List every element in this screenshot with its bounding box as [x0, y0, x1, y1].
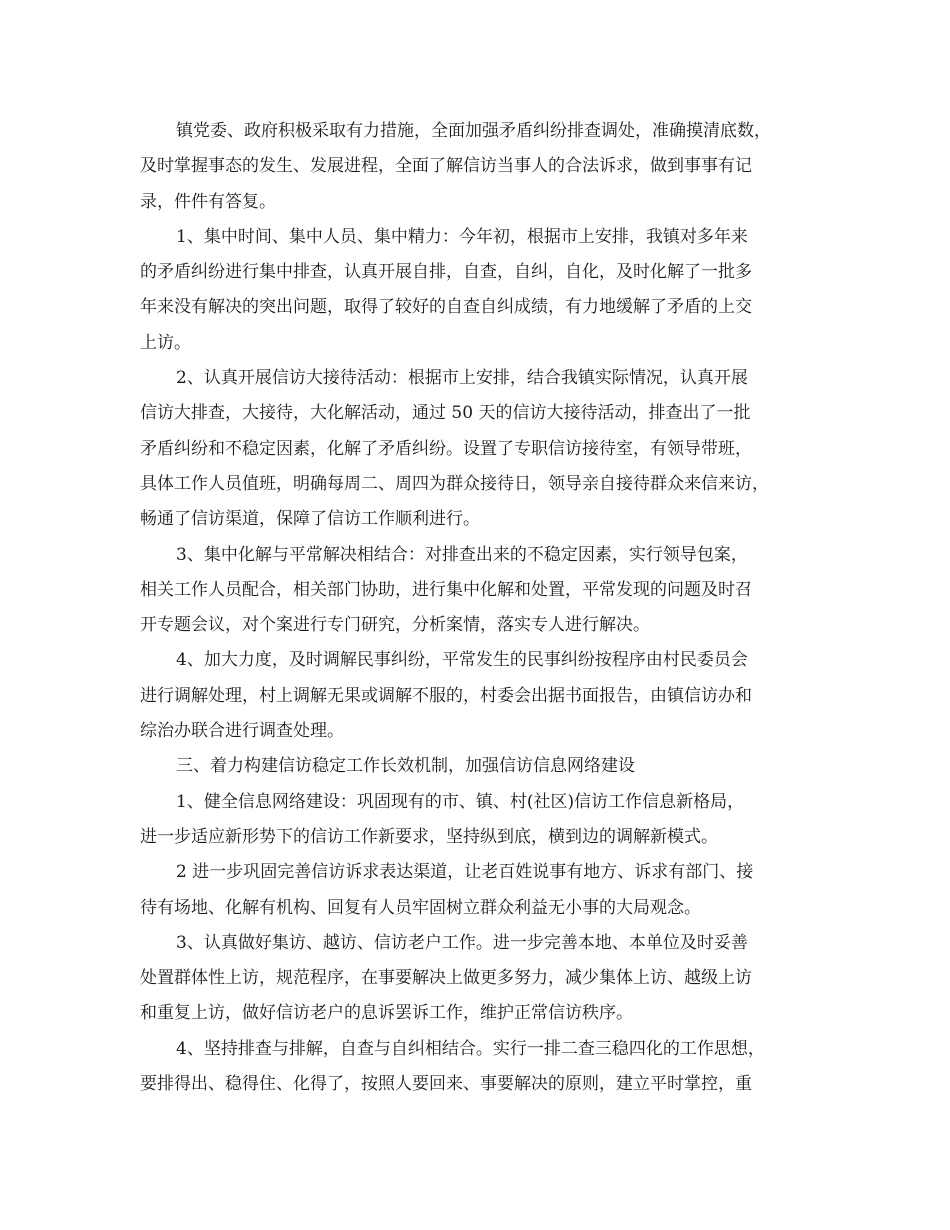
text-line: 1、集中时间、集中人员、集中精力：今年初，根据市上安排，我镇对多年来 [176, 226, 748, 247]
text-line: 畅通了信访渠道，保障了信访工作顺利进行。 [140, 509, 480, 530]
text-line: 年来没有解决的突出问题，取得了较好的自查自纠成绩，有力地缓解了矛盾的上交 [140, 297, 752, 318]
text-line: 1、健全信息网络建设：巩固现有的市、镇、村(社区)信访工作信息新格局， [176, 791, 745, 812]
text-line: 矛盾纠纷和不稳定因素，化解了矛盾纠纷。设置了专职信访接待室，有领导带班， [140, 438, 752, 459]
text-line: 和重复上访，做好信访老户的息诉罢诉工作，维护正常信访秩序。 [140, 1003, 633, 1024]
text-line: 2 进一步巩固完善信访诉求表达渠道，让老百姓说事有地方、诉求有部门、接 [176, 862, 754, 883]
text-line: 处置群体性上访，规范程序，在事要解决上做更多努力，减少集体上访、越级上访 [140, 968, 752, 989]
text-line: 相关工作人员配合，相关部门协助，进行集中化解和处置，平常发现的问题及时召 [140, 579, 752, 600]
text-line: 三、着力构建信访稳定工作长效机制，加强信访信息网络建设 [176, 756, 635, 777]
text-line: 3、集中化解与平常解决相结合：对排查出来的不稳定因素，实行领导包案， [176, 544, 748, 565]
text-line: 开专题会议，对个案进行专门研究，分析案情，落实专人进行解决。 [140, 615, 650, 636]
text-line: 3、认真做好集访、越访、信访老户工作。进一步完善本地、本单位及时妥善 [176, 932, 748, 953]
text-line: 进行调解处理，村上调解无果或调解不服的，村委会出据书面报告，由镇信访办和 [140, 685, 752, 706]
text-line: 4、坚持排查与排解，自查与自纠相结合。实行一排二查三稳四化的工作思想， [176, 1038, 765, 1059]
text-line: 2、认真开展信访大接待活动：根据市上安排，结合我镇实际情况，认真开展 [176, 368, 748, 389]
text-line: 要排得出、稳得住、化得了，按照人要回来、事要解决的原则，建立平时掌控，重 [140, 1074, 752, 1095]
text-line: 待有场地、化解有机构、回复有人员牢固树立群众利益无小事的大局观念。 [140, 897, 701, 918]
text-line: 进一步适应新形势下的信访工作新要求，坚持纵到底，横到边的调解新模式。 [140, 826, 718, 847]
text-line: 具体工作人员值班，明确每周二、周四为群众接待日，领导亲自接待群众来信来访， [140, 473, 769, 494]
text-line: 及时掌握事态的发生、发展进程，全面了解信访当事人的合法诉求，做到事事有记 [140, 156, 752, 177]
text-line: 上访。 [140, 332, 191, 353]
text-line: 4、加大力度，及时调解民事纠纷，平常发生的民事纠纷按程序由村民委员会 [176, 650, 748, 671]
text-line: 镇党委、政府积极采取有力措施，全面加强矛盾纠纷排查调处，准确摸清底数， [176, 121, 771, 141]
text-line: 录，件件有答复。 [140, 191, 276, 212]
text-line: 信访大排查，大接待，大化解活动，通过 50 天的信访大接待活动，排查出了一批 [140, 403, 751, 424]
document-body [140, 114, 820, 1102]
text-line: 综治办联合进行调查处理。 [140, 721, 344, 742]
text-line: 的矛盾纠纷进行集中排查，认真开展自排，自查，自纠，自化，及时化解了一批多 [140, 262, 752, 283]
